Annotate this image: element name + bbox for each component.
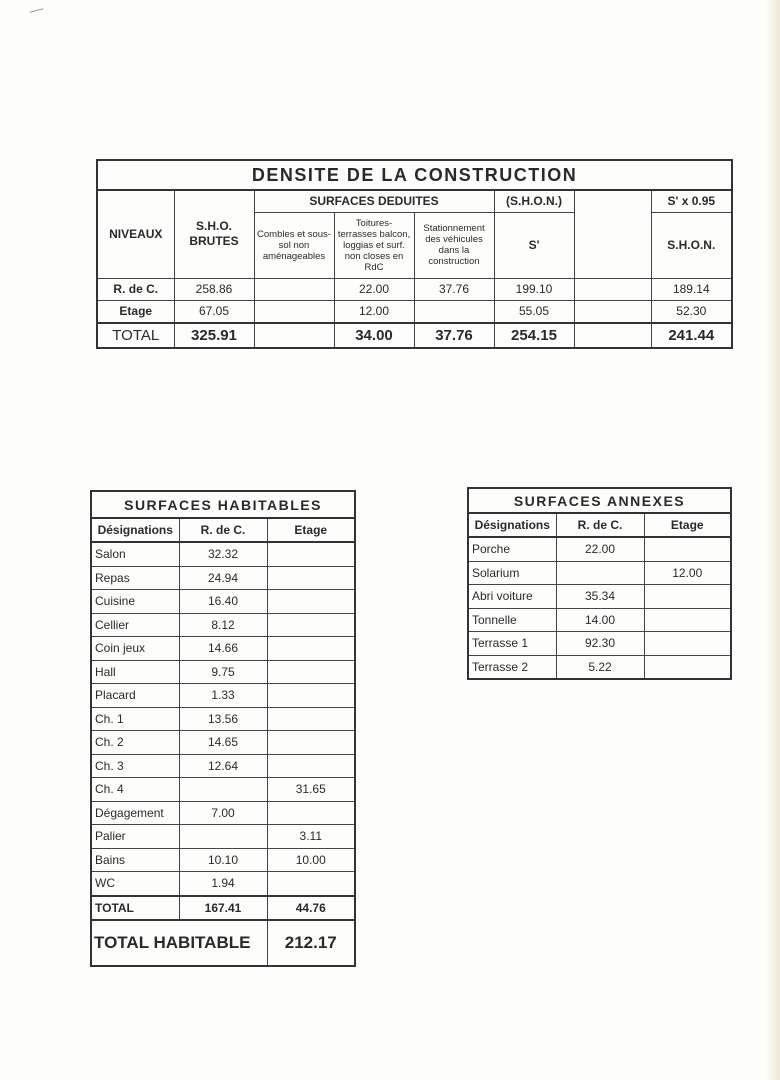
cell-etage bbox=[267, 731, 355, 755]
cell-stationnement: 37.76 bbox=[414, 278, 494, 300]
table-row bbox=[468, 655, 731, 679]
table-row bbox=[91, 731, 355, 755]
habitables-table bbox=[90, 490, 356, 967]
table-row bbox=[91, 637, 355, 661]
cell-sho: 325.91 bbox=[174, 323, 254, 348]
cell-rdc: 22.00 bbox=[556, 537, 644, 561]
cell-designation: Ch. 1 bbox=[91, 707, 179, 731]
cell-etage: 3.11 bbox=[267, 825, 355, 849]
cell-toitures: 34.00 bbox=[334, 323, 414, 348]
cell-etage: 31.65 bbox=[267, 778, 355, 802]
header-shon: S.H.O.N. bbox=[651, 212, 732, 278]
cell-etage bbox=[267, 707, 355, 731]
cell-niveau: R. de C. bbox=[97, 278, 174, 300]
cell-shon: 52.30 bbox=[651, 300, 732, 323]
cell-total-etage: 44.76 bbox=[267, 896, 355, 920]
cell-rdc: 92.30 bbox=[556, 632, 644, 656]
scan-mark bbox=[30, 8, 45, 16]
cell-etage bbox=[267, 542, 355, 566]
table-row bbox=[91, 825, 355, 849]
cell-rdc: 14.66 bbox=[179, 637, 267, 661]
cell-rdc: 16.40 bbox=[179, 590, 267, 614]
table-row bbox=[468, 537, 731, 561]
cell-rdc bbox=[179, 825, 267, 849]
cell-rdc: 7.00 bbox=[179, 801, 267, 825]
cell-rdc bbox=[179, 778, 267, 802]
cell-rdc bbox=[556, 561, 644, 585]
cell-designation: Bains bbox=[91, 848, 179, 872]
header-designations: Désignations bbox=[468, 513, 556, 537]
cell-s-prime: 55.05 bbox=[494, 300, 574, 323]
table-row bbox=[91, 754, 355, 778]
cell-designation: Dégagement bbox=[91, 801, 179, 825]
cell-combles bbox=[254, 323, 334, 348]
cell-etage bbox=[644, 655, 731, 679]
table-row bbox=[91, 613, 355, 637]
total-habitable-row bbox=[91, 920, 355, 966]
cell-shon: 189.14 bbox=[651, 278, 732, 300]
cell-designation: Palier bbox=[91, 825, 179, 849]
cell-etage bbox=[644, 632, 731, 656]
cell-designation: Tonnelle bbox=[468, 608, 556, 632]
header-rdc: R. de C. bbox=[556, 513, 644, 537]
cell-blank bbox=[574, 278, 651, 300]
cell-designation: Coin jeux bbox=[91, 637, 179, 661]
cell-stationnement bbox=[414, 300, 494, 323]
cell-rdc: 13.56 bbox=[179, 707, 267, 731]
cell-etage bbox=[267, 872, 355, 896]
cell-rdc: 1.33 bbox=[179, 684, 267, 708]
cell-designation: Terrasse 2 bbox=[468, 655, 556, 679]
table-row bbox=[91, 684, 355, 708]
header-etage: Etage bbox=[644, 513, 731, 537]
cell-niveau: Etage bbox=[97, 300, 174, 323]
cell-rdc: 35.34 bbox=[556, 585, 644, 609]
cell-designation: Porche bbox=[468, 537, 556, 561]
cell-rdc: 12.64 bbox=[179, 754, 267, 778]
header-s-prime: S' bbox=[494, 212, 574, 278]
cell-rdc: 14.65 bbox=[179, 731, 267, 755]
header-stationnement: Stationnement des véhicules dans la construction bbox=[414, 212, 494, 278]
densite-row-total bbox=[97, 323, 732, 348]
cell-combles bbox=[254, 278, 334, 300]
cell-shon: 241.44 bbox=[651, 323, 732, 348]
cell-rdc: 8.12 bbox=[179, 613, 267, 637]
header-etage: Etage bbox=[267, 518, 355, 542]
annexes-title: SURFACES ANNEXES bbox=[468, 488, 731, 513]
cell-niveau: TOTAL bbox=[97, 323, 174, 348]
table-row bbox=[91, 660, 355, 684]
cell-total-rdc: 167.41 bbox=[179, 896, 267, 920]
cell-blank bbox=[574, 300, 651, 323]
header-factor: S' x 0.95 bbox=[651, 190, 732, 212]
cell-designation: Repas bbox=[91, 566, 179, 590]
cell-rdc: 32.32 bbox=[179, 542, 267, 566]
cell-etage bbox=[267, 660, 355, 684]
cell-toitures: 22.00 bbox=[334, 278, 414, 300]
habitables-total-row bbox=[91, 896, 355, 920]
header-blank bbox=[574, 190, 651, 278]
cell-etage bbox=[267, 590, 355, 614]
header-rdc: R. de C. bbox=[179, 518, 267, 542]
densite-title: DENSITE DE LA CONSTRUCTION bbox=[97, 160, 732, 190]
cell-etage bbox=[267, 637, 355, 661]
cell-etage bbox=[267, 613, 355, 637]
header-sho-brutes: S.H.O. BRUTES bbox=[174, 190, 254, 278]
cell-designation: Ch. 4 bbox=[91, 778, 179, 802]
cell-etage bbox=[644, 608, 731, 632]
cell-designation: Terrasse 1 bbox=[468, 632, 556, 656]
page-edge-shadow bbox=[766, 0, 780, 1080]
table-row bbox=[91, 872, 355, 896]
table-row bbox=[91, 778, 355, 802]
cell-designation: WC bbox=[91, 872, 179, 896]
densite-table bbox=[96, 159, 733, 349]
header-shon-group: (S.H.O.N.) bbox=[494, 190, 574, 212]
cell-etage bbox=[267, 801, 355, 825]
cell-total-label: TOTAL bbox=[91, 896, 179, 920]
table-row bbox=[91, 566, 355, 590]
table-row bbox=[468, 561, 731, 585]
table-row bbox=[468, 585, 731, 609]
table-row bbox=[91, 801, 355, 825]
cell-sho: 258.86 bbox=[174, 278, 254, 300]
cell-combles bbox=[254, 300, 334, 323]
header-toitures: Toitures-terrasses balcon, loggias et surf. non closes en RdC bbox=[334, 212, 414, 278]
cell-rdc: 24.94 bbox=[179, 566, 267, 590]
table-row bbox=[91, 848, 355, 872]
densite-row-etage bbox=[97, 300, 732, 323]
table-row bbox=[91, 542, 355, 566]
cell-s-prime: 199.10 bbox=[494, 278, 574, 300]
table-row bbox=[91, 707, 355, 731]
cell-rdc: 9.75 bbox=[179, 660, 267, 684]
densite-row-rdc bbox=[97, 278, 732, 300]
cell-stationnement: 37.76 bbox=[414, 323, 494, 348]
cell-designation: Ch. 2 bbox=[91, 731, 179, 755]
cell-designation: Hall bbox=[91, 660, 179, 684]
annexes-table bbox=[467, 487, 732, 680]
cell-toitures: 12.00 bbox=[334, 300, 414, 323]
cell-designation: Cuisine bbox=[91, 590, 179, 614]
cell-sho: 67.05 bbox=[174, 300, 254, 323]
header-designations: Désignations bbox=[91, 518, 179, 542]
header-combles: Combles et sous-sol non aménageables bbox=[254, 212, 334, 278]
cell-rdc: 14.00 bbox=[556, 608, 644, 632]
cell-rdc: 5.22 bbox=[556, 655, 644, 679]
cell-rdc: 1.94 bbox=[179, 872, 267, 896]
header-surfaces-deduites: SURFACES DEDUITES bbox=[254, 190, 494, 212]
cell-designation: Abri voiture bbox=[468, 585, 556, 609]
cell-etage: 10.00 bbox=[267, 848, 355, 872]
cell-etage: 12.00 bbox=[644, 561, 731, 585]
table-row bbox=[468, 608, 731, 632]
cell-designation: Salon bbox=[91, 542, 179, 566]
total-habitable-label: TOTAL HABITABLE bbox=[91, 920, 267, 966]
cell-etage bbox=[644, 537, 731, 561]
cell-rdc: 10.10 bbox=[179, 848, 267, 872]
cell-s-prime: 254.15 bbox=[494, 323, 574, 348]
habitables-title: SURFACES HABITABLES bbox=[91, 491, 355, 518]
cell-designation: Cellier bbox=[91, 613, 179, 637]
header-niveaux: NIVEAUX bbox=[97, 190, 174, 278]
cell-etage bbox=[267, 566, 355, 590]
cell-designation: Solarium bbox=[468, 561, 556, 585]
cell-blank bbox=[574, 323, 651, 348]
cell-designation: Ch. 3 bbox=[91, 754, 179, 778]
cell-etage bbox=[267, 754, 355, 778]
total-habitable-value: 212.17 bbox=[267, 920, 355, 966]
table-row bbox=[91, 590, 355, 614]
cell-etage bbox=[644, 585, 731, 609]
table-row bbox=[468, 632, 731, 656]
cell-designation: Placard bbox=[91, 684, 179, 708]
cell-etage bbox=[267, 684, 355, 708]
